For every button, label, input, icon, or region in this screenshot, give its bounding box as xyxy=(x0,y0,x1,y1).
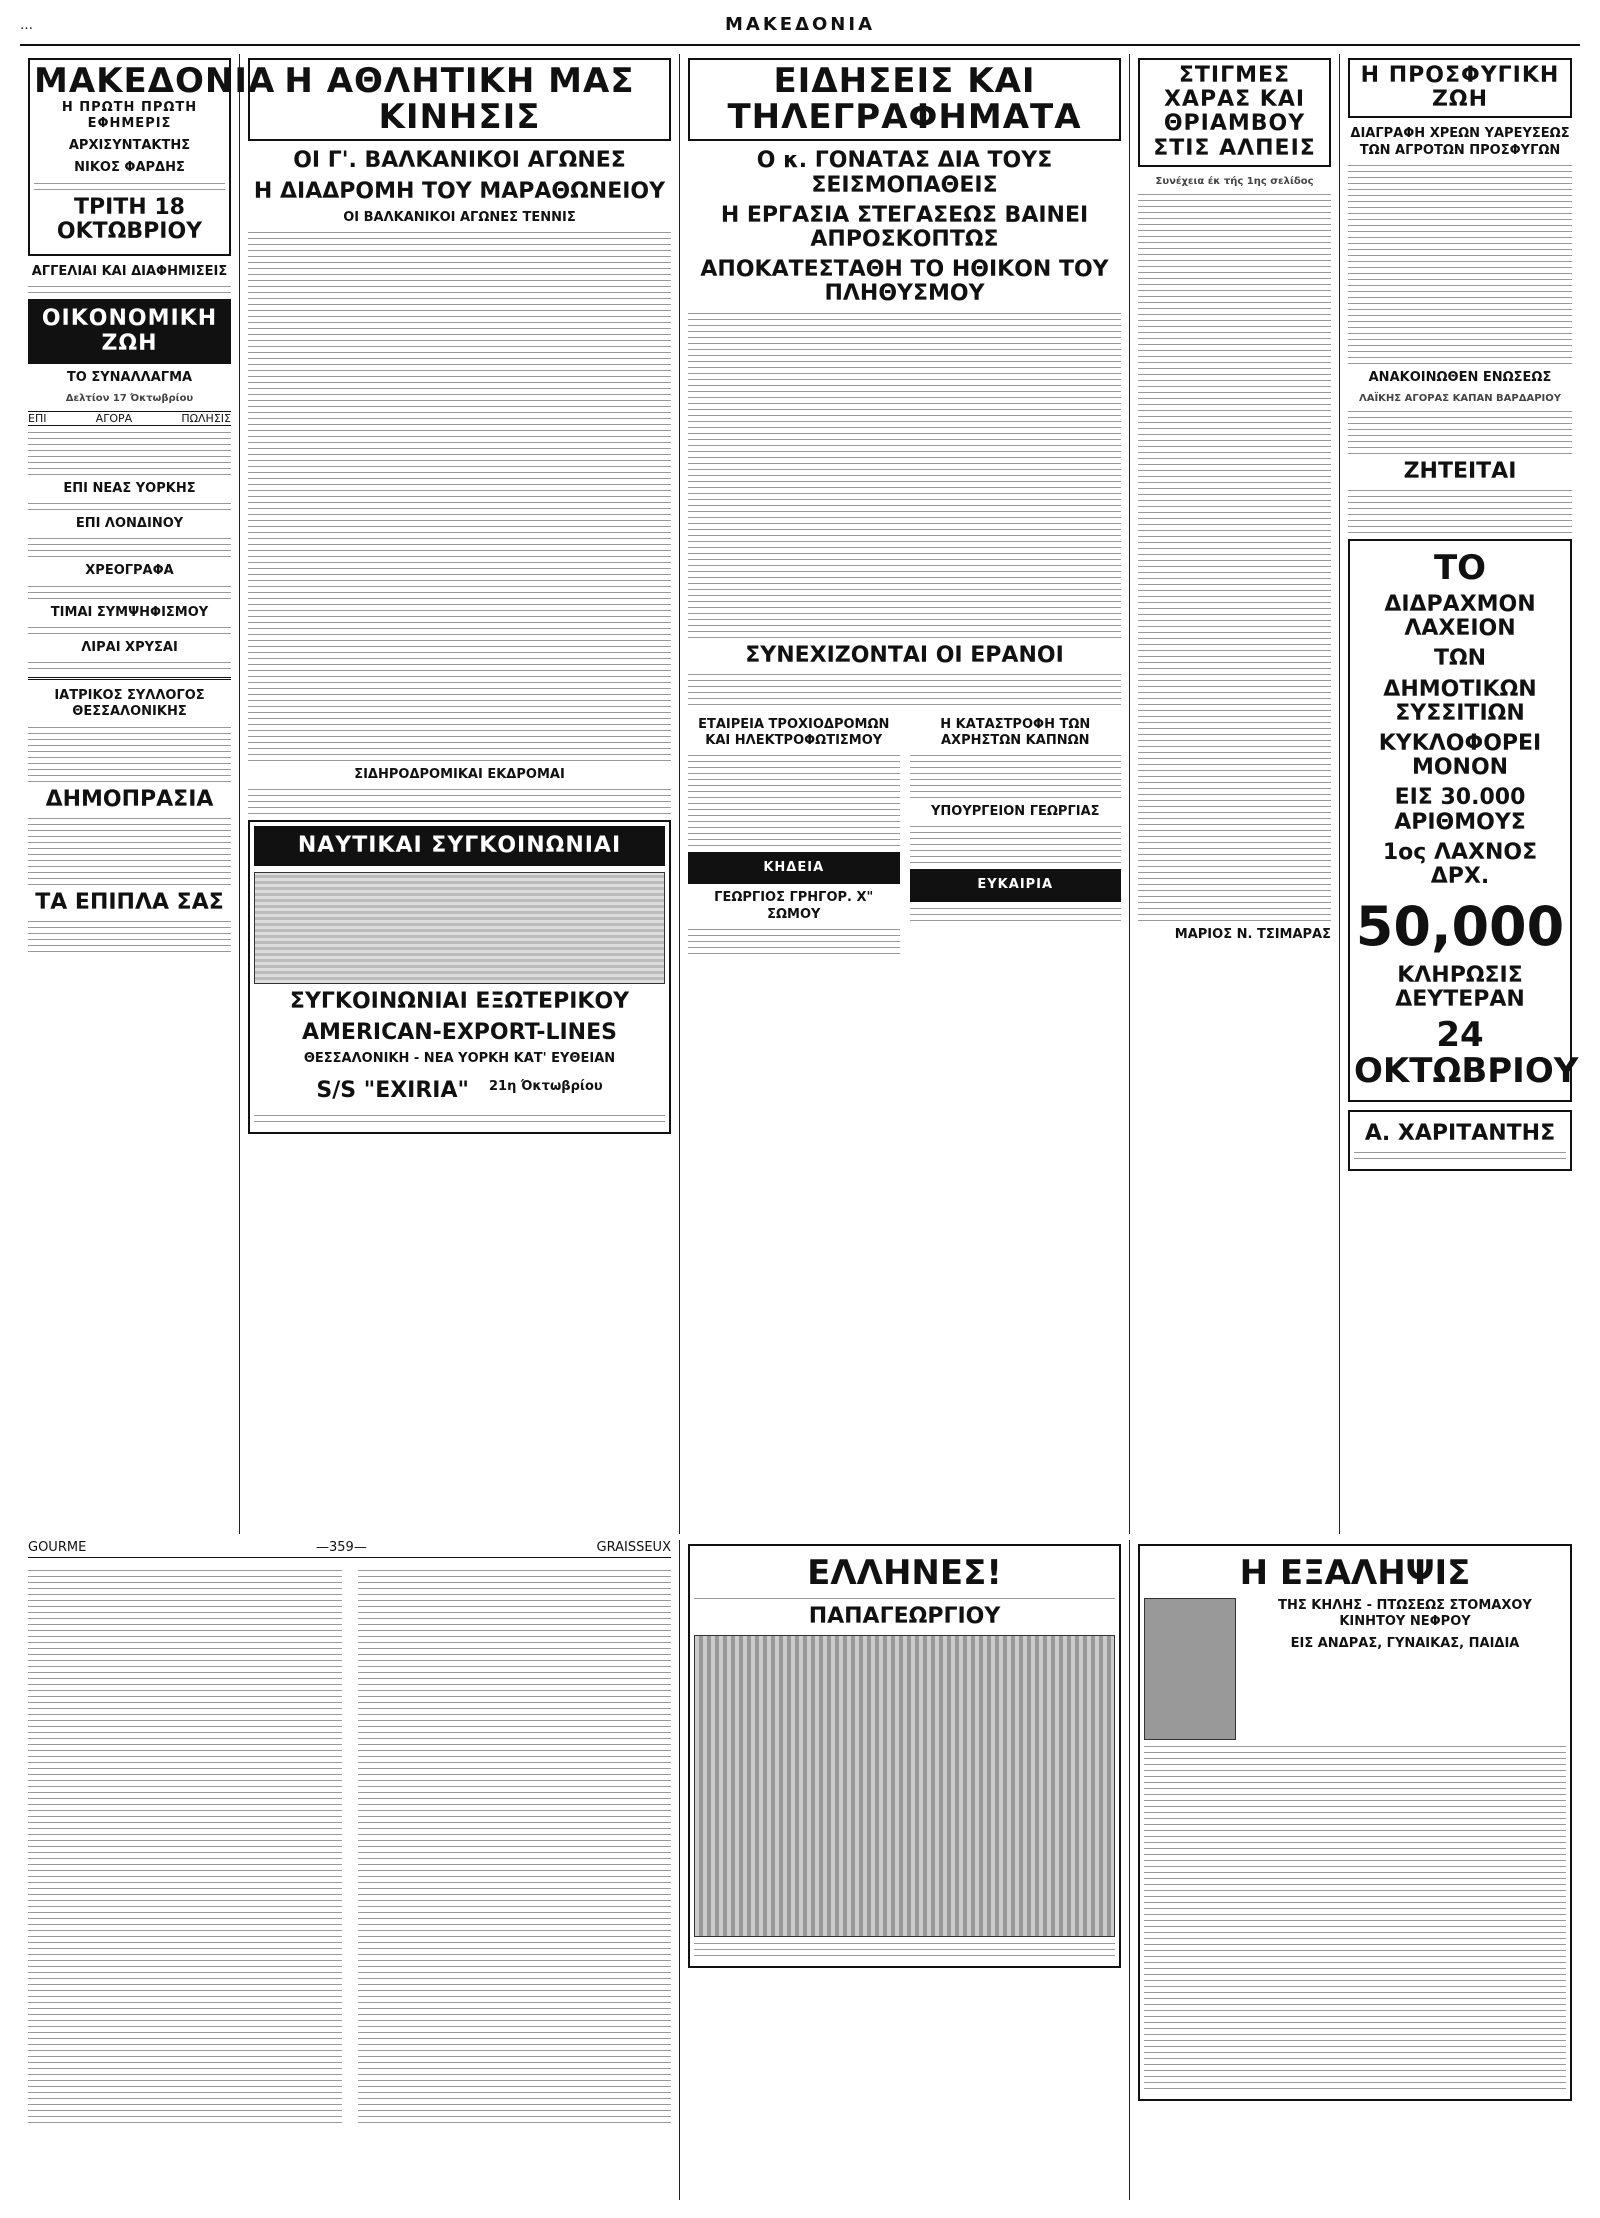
refugee-sub: ΔΙΑΓΡΑΦΗ ΧΡΕΩΝ ΥΑΡΕΥΣΕΩΣ ΤΩΝ ΑΓΡΟΤΩΝ ΠΡΟΣΦΥΓΩΝ xyxy=(1350,126,1570,158)
lottery-line-6: 1ος ΛΑΧΝΟΣ ΔΡΧ. xyxy=(1382,839,1538,889)
alps-heading-1: ΣΤΙΓΜΕΣ ΧΑΡΑΣ ΚΑΙ xyxy=(1163,63,1306,113)
medical-ad-sub2: ΕΙΣ ΑΝΔΡΑΣ, ΓΥΝΑΙΚΑΣ, ΠΑΙΔΙΑ xyxy=(1290,1636,1520,1652)
nameplate-box xyxy=(28,58,276,256)
auction-heading: ΔΗΜΟΠΡΑΣΙΑ xyxy=(45,786,214,812)
shipping-subheading: ΣΥΓΚΟΙΝΩΝΙΑΙ ΕΞΩΤΕΡΙΚΟΥ xyxy=(289,989,630,1015)
column-refugee xyxy=(1340,54,1580,1534)
chance-heading: ΕΥΚΑΙΡΙΑ xyxy=(910,869,1122,901)
furniture-heading: ΤΑ ΕΠΙΠΛΑ ΣΑΣ xyxy=(35,889,224,915)
sports-sub3: ΟΙ ΒΑΛΚΑΝΙΚΟΙ ΑΓΩΝΕΣ ΤΕΝΝΙΣ xyxy=(343,209,576,225)
news-heading: ΕΙΔΗΣΕΙΣ ΚΑΙ ΤΗΛΕΓΡΑΦΗΜΑΤΑ xyxy=(727,61,1082,137)
dict-col-right xyxy=(358,1564,672,2129)
dict-head-mid: —359— xyxy=(316,1540,367,1555)
lottery-date: 24 ΟΚΤΩΒΡΙΟΥ xyxy=(1354,1015,1579,1092)
shipping-ad xyxy=(248,820,671,1134)
econ-subheading: ΤΟ ΣΥΝΑΛΛΑΓΜΑ xyxy=(66,369,193,385)
rates-col-3: ΠΩΛΗΣΙΣ xyxy=(181,411,231,425)
issue-date: ΤΡΙΤΗ 18 ΟΚΤΩΒΡΙΟΥ xyxy=(56,194,203,244)
notices-heading: ΑΓΓΕΛΙΑΙ ΚΑΙ ΔΙΑΦΗΜΙΣΕΙΣ xyxy=(31,264,228,280)
section-bonds: ΧΡΕΟΓΡΑΦΑ xyxy=(85,563,174,579)
section-london: ΕΠΙ ΛΟΝΔΙΝΟΥ xyxy=(75,516,184,532)
refugee-heading: Η ΠΡΟΣΦΥΓΙΚΗ ΖΩΗ xyxy=(1360,63,1560,113)
shipping-line: AMERICAN-EXPORT-LINES xyxy=(302,1019,617,1045)
ship-name: S/S "EXIRIA" xyxy=(316,1078,469,1104)
nameplate-tagline: Η ΠΡΩΤΗ ΠΡΩΤΗ ΕΦΗΜΕΡΙΣ xyxy=(61,99,198,131)
shipping-route: ΘΕΣΣΑΛΟΝΙΚΗ - ΝΕΑ ΥΟΡΚΗ ΚΑΤ' ΕΥΘΕΙΑΝ xyxy=(303,1050,616,1066)
lottery-line-5: ΕΙΣ 30.000 ΑΡΙΘΜΟΥΣ xyxy=(1394,785,1526,835)
masthead-title: ΜΑΚΕΔΟΝΙΑ xyxy=(724,14,875,35)
section-gold: ΛΙΡΑΙ ΧΡΥΣΑΙ xyxy=(81,639,178,655)
funeral-name: ΓΕΩΡΓΙΟΣ ΓΡΗΓΟΡ. Χ" ΣΩΜΟΥ xyxy=(714,890,874,922)
lottery-to: ΤΟ xyxy=(1433,548,1487,589)
column-sports xyxy=(240,54,680,1534)
lottery-line-2: ΤΩΝ xyxy=(1433,646,1487,672)
smoke-heading: Η ΚΑΤΑΣΤΡΟΦΗ ΤΩΝ ΑΧΡΗΣΤΩΝ ΚΑΠΝΩΝ xyxy=(940,716,1091,748)
alps-heading-2: ΘΡΙΑΜΒΟΥ ΣΤΙΣ ΑΛΠΕΙΣ xyxy=(1153,111,1316,161)
lottery-line-3: ΔΗΜΟΤΙΚΩΝ ΣΥΣΣΙΤΙΩΝ xyxy=(1383,676,1537,726)
rail-excursions-heading: ΣΙΔΗΡΟΔΡΟΜΙΚΑΙ ΕΚΔΡΟΜΑΙ xyxy=(354,767,565,782)
textile-ad-heading: ΕΛΛΗΝΕΣ! xyxy=(807,1553,1002,1593)
section-ny: ΕΠΙ ΝΕΑΣ ΥΟΡΚΗΣ xyxy=(63,480,196,496)
newspaper-page xyxy=(20,10,1580,2208)
econ-heading: ΟΙΚΟΝΟΜΙΚΗ ΖΩΗ xyxy=(28,299,231,363)
agri-heading: ΥΠΟΥΡΓΕΙΟΝ ΓΕΩΡΓΙΑΣ xyxy=(930,804,1100,820)
funeral-heading: ΚΗΔΕΙΑ xyxy=(688,852,900,884)
ship-date: 21η Όκτωβρίου xyxy=(488,1079,603,1095)
dictionary-section xyxy=(20,1540,680,2200)
ad-name: Α. ΧΑΡΙΤΑΝΤΗΣ xyxy=(1364,1120,1556,1146)
dict-head-left: GOURME xyxy=(28,1540,87,1555)
textile-ad-sub: ΠΑΠΑΓΕΩΡΓΙΟΥ xyxy=(808,1603,1001,1629)
dict-col-left xyxy=(28,1564,342,2129)
column-left xyxy=(20,54,276,1534)
econ-date: Δελτίον 17 Όκτωβρίου xyxy=(65,392,194,404)
rates-table-header xyxy=(28,411,231,426)
section-clearing: ΤΙΜΑΙ ΣΥΜΨΗΦΙΣΜΟΥ xyxy=(50,604,209,620)
news-sub2: Η ΕΡΓΑΣΙΑ ΣΤΕΓΑΣΕΩΣ ΒΑΙΝΕΙ ΑΠΡΟΣΚΟΠΤΩΣ xyxy=(720,202,1089,252)
notice-sub: ΛΑΪΚΗΣ ΑΓΟΡΑΣ ΚΑΠΑΝ ΒΑΡΔΑΡΙΟΥ xyxy=(1358,393,1562,405)
medical-ad-heading: Η ΕΞΑΛΗΨΙΣ xyxy=(1239,1553,1471,1593)
tram-heading: ΕΤΑΙΡΕΙΑ ΤΡΟΧΙΟΔΡΟΜΩΝ ΚΑΙ ΗΛΕΚΤΡΟΦΩΤΙΣΜΟΥ xyxy=(698,716,890,748)
editor-label: ΑΡΧΙΣΥΝΤΑΚΤΗΣ xyxy=(68,138,191,154)
eranoi-heading: ΣΥΝΕΧΙΖΟΝΤΑΙ ΟΙ ΕΡΑΝΟΙ xyxy=(745,642,1064,668)
medical-ad-sub: ΤΗΣ ΚΗΛΗΣ - ΠΤΩΣΕΩΣ ΣΤΟΜΑΧΟΥ ΚΙΝΗΤΟΥ ΝΕΦΡΟΥ xyxy=(1278,1597,1532,1629)
column-news xyxy=(680,54,1130,1534)
rates-col-2: ΑΓΟΡΑ xyxy=(95,411,133,425)
dictionary-header xyxy=(28,1540,671,1558)
wanted-heading: ΖΗΤΕΙΤΑΙ xyxy=(1403,459,1517,485)
alps-continued: Συνέχεια έκ τής 1ης σελίδος xyxy=(1155,175,1314,187)
doctor-portrait xyxy=(1144,1598,1236,1740)
page-number: … xyxy=(20,18,33,33)
news-sub3: ΑΠΟΚΑΤΕΣΤΑΘΗ ΤΟ ΗΘΙΚΟΝ ΤΟΥ ΠΛΗΘΥΣΜΟΥ xyxy=(700,257,1109,307)
dict-head-right: GRAISSEUX xyxy=(596,1540,671,1555)
news-sub1: Ο κ. ΓΟΝΑΤΑΣ ΔΙΑ ΤΟΥΣ ΣΕΙΣΜΟΠΑΘΕΙΣ xyxy=(756,148,1053,198)
medical-heading: ΙΑΤΡΙΚΟΣ ΣΥΛΛΟΓΟΣ ΘΕΣΣΑΛΟΝΙΚΗΣ xyxy=(54,688,205,720)
medical-ad xyxy=(1130,1540,1580,2200)
lottery-amount: 50,000 xyxy=(1355,895,1565,959)
column-alps xyxy=(1130,54,1340,1534)
sports-sub2: Η ΔΙΑΔΡΟΜΗ ΤΟΥ ΜΑΡΑΘΩΝΕΙΟΥ xyxy=(253,178,666,204)
shipping-heading: ΝΑΥΤΙΚΑΙ ΣΥΓΚΟΙΝΩΝΙΑΙ xyxy=(254,826,665,866)
lottery-line-7: ΚΛΗΡΩΣΙΣ ΔΕΥΤΕΡΑΝ xyxy=(1395,963,1525,1013)
notice-heading: ΑΝΑΚΟΙΝΩΘΕΝ ΕΝΩΣΕΩΣ xyxy=(1368,369,1552,385)
lottery-line-1: ΔΙΔΡΑΧΜΟΝ ΛΑΧΕΙΟΝ xyxy=(1384,592,1536,642)
ship-illustration xyxy=(254,872,665,984)
nameplate-brand: ΜΑΚΕΔΟΝΙΑ xyxy=(34,61,276,101)
factory-illustration xyxy=(694,1635,1115,1937)
editor-name: ΝΙΚΟΣ ΦΑΡΔΗΣ xyxy=(74,160,185,176)
textile-ad xyxy=(680,1540,1130,2200)
sports-sub1: ΟΙ Γ'. ΒΑΛΚΑΝΙΚΟΙ ΑΓΩΝΕΣ xyxy=(293,148,626,174)
alps-author: ΜΑΡΙΟΣ Ν. ΤΣΙΜΑΡΑΣ xyxy=(1174,926,1331,942)
lottery-line-4: ΚΥΚΛΟΦΟΡΕΙ ΜΟΝΟΝ xyxy=(1378,730,1542,781)
rates-col-1: ΕΠΙ xyxy=(28,411,47,425)
page-masthead xyxy=(20,10,1580,46)
lottery-ad xyxy=(1348,539,1579,1102)
sports-heading: Η ΑΘΛΗΤΙΚΗ ΜΑΣ ΚΙΝΗΣΙΣ xyxy=(284,61,635,137)
